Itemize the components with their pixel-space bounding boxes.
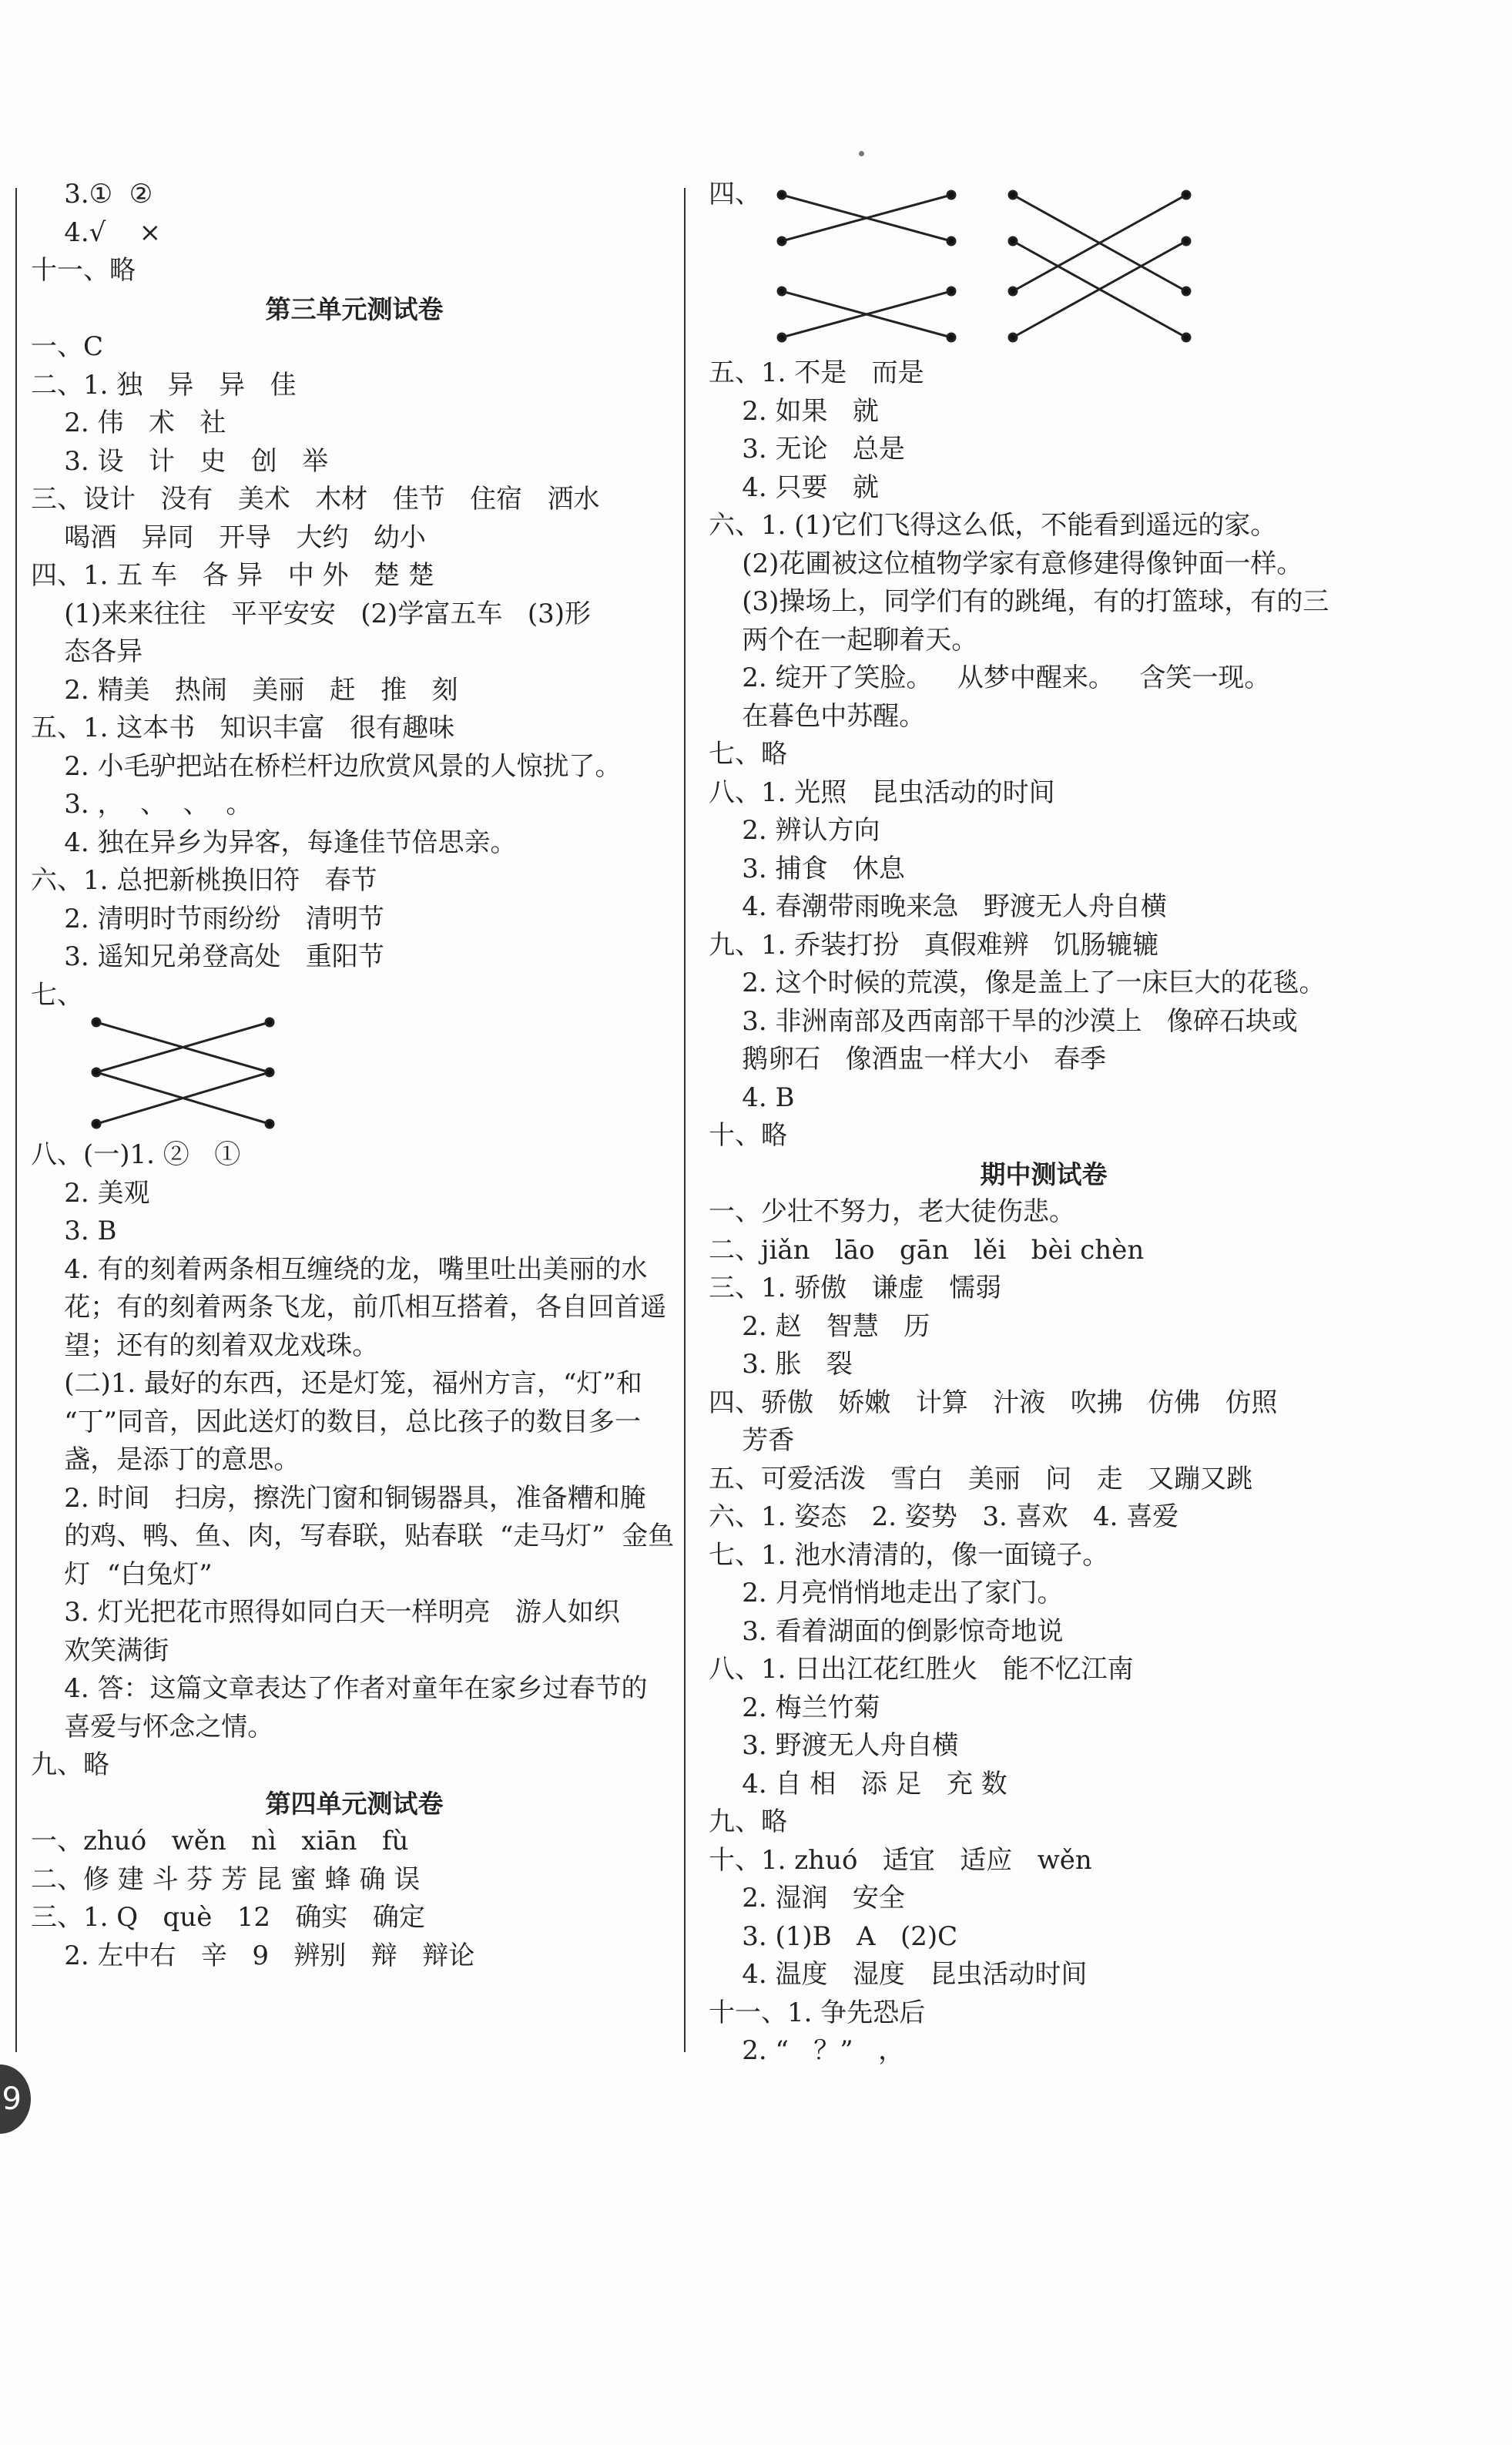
- answer-line: 十一、略: [31, 255, 136, 286]
- match-dot: [266, 1120, 273, 1128]
- answer-line: 五、1. 这本书 知识丰富 很有趣味: [31, 713, 455, 743]
- question-four-label: 四、: [709, 179, 761, 210]
- answer-line: 十一、1. 争先恐后: [709, 1997, 926, 2028]
- answer-line: 七、1. 池水清清的，像一面镜子。: [709, 1539, 1109, 1571]
- answer-line: 的鸡、鸭、鱼、肉，写春联，贴春联 “走马灯” 金鱼: [31, 1521, 675, 1551]
- answer-line: 望；还有的刻着双龙戏珠。: [31, 1330, 379, 1361]
- answer-line: 十、1. zhuó 适宜 适应 wěn: [709, 1844, 1092, 1876]
- answer-line: 八、(一)1. ② ①: [31, 1139, 241, 1170]
- unit3-answers: [31, 328, 678, 977]
- answer-line: 在暮色中苏醒。: [709, 700, 926, 732]
- answer-line: 2. 清明时节雨纷纷 清明节: [31, 903, 384, 934]
- answer-line: 五、可爱活泼 雪白 美丽 问 走 又蹦又跳: [709, 1463, 1253, 1494]
- match-dot: [1182, 287, 1190, 295]
- right-block-1: [709, 354, 1379, 1155]
- answer-line: 2. 月亮悄悄地走出了家门。: [709, 1578, 1064, 1608]
- answer-line: 五、1. 不是 而是: [709, 357, 924, 388]
- match-dot: [92, 1120, 100, 1128]
- answer-line: 3. 灯光把花市照得如同白天一样明亮 游人如织: [31, 1597, 620, 1628]
- answer-line: 2. 绽开了笑脸。 从梦中醒来。 含笑一现。: [709, 662, 1271, 693]
- answer-line: 4. 独在异乡为异客，每逢佳节倍思亲。: [31, 827, 517, 858]
- unit4-answers: [31, 1823, 678, 1975]
- answer-line: 灯 “白兔灯”: [31, 1558, 213, 1590]
- answer-line: 4.√ ×: [31, 216, 162, 248]
- match-dot: [1182, 334, 1190, 341]
- answer-line: 二、修 建 斗 芬 芳 昆 蜜 蜂 确 误: [31, 1863, 421, 1895]
- answer-line: 欢笑满街: [31, 1635, 169, 1666]
- match-dot: [778, 334, 786, 341]
- answer-line: 2. 精美 热闹 美丽 赶 推 刻: [31, 674, 458, 706]
- left-margin-rule: [15, 188, 17, 2052]
- answer-line: 一、zhuó wěn nì xiān fù: [31, 1826, 409, 1856]
- answer-line: 3. 捕食 休息: [709, 853, 905, 884]
- answer-line: (1)来来往往 平平安安 (2)学富五车 (3)形: [31, 598, 591, 629]
- match-dot: [1182, 191, 1190, 199]
- matching-lines-diagram: [31, 1016, 339, 1132]
- answer-line: 一、少壮不努力，老大徒伤悲。: [709, 1196, 1075, 1227]
- answer-line: 三、设计 没有 美术 木材 佳节 住宿 洒水: [31, 484, 600, 515]
- matching-lines-diagram-right: [709, 176, 1356, 354]
- answer-line: 喝酒 异同 开导 大约 幼小: [31, 522, 426, 553]
- midterm-test-title: 期中测试卷: [980, 1159, 1108, 1189]
- answer-line: 3. 胀 裂: [709, 1349, 853, 1380]
- page-number: 9: [0, 2064, 31, 2134]
- answer-line: 2. 这个时候的荒漠，像是盖上了一床巨大的花毯。: [709, 968, 1326, 998]
- answer-line: 2. 美观: [31, 1177, 150, 1209]
- answer-line: 喜爱与怀念之情。: [31, 1711, 274, 1742]
- left-block-3: [31, 1136, 678, 1785]
- midterm-answers: [709, 1193, 1379, 2071]
- answer-line: 九、略: [31, 1749, 109, 1780]
- question-four-diagrams: [709, 176, 1379, 354]
- match-dot: [1182, 237, 1190, 245]
- answer-line: (2)花圃被这位植物学家有意修建得像钟面一样。: [709, 548, 1303, 579]
- answer-line: 3. B: [31, 1216, 117, 1246]
- answer-line: 六、1. (1)它们飞得这么低，不能看到遥远的家。: [709, 510, 1277, 541]
- answer-line: 七、略: [709, 739, 787, 770]
- answer-line: 4. 春潮带雨晚来急 野渡无人舟自横: [709, 891, 1167, 922]
- left-block-1: [31, 176, 678, 290]
- answer-line: 九、略: [709, 1806, 787, 1837]
- answer-line: 鹅卵石 像酒盅一样大小 春季: [709, 1044, 1107, 1075]
- answer-line: 三、1. 骄傲 谦虚 懦弱: [709, 1273, 1002, 1303]
- unit3-test-title: 第三单元测试卷: [265, 293, 444, 324]
- answer-line: 八、1. 日出江花红胜火 能不忆江南: [709, 1654, 1134, 1685]
- match-dot: [778, 287, 786, 295]
- answer-line: 二、1. 独 异 异 佳: [31, 369, 297, 401]
- answer-line: 3. (1)B A (2)C: [709, 1920, 958, 1952]
- answer-line: 九、1. 乔装打扮 真假难辨 饥肠辘辘: [709, 929, 1159, 961]
- answer-line: 3. 非洲南部及西南部干旱的沙漠上 像碎石块或: [709, 1005, 1298, 1037]
- answer-line: 二、jiǎn lāo gān lěi bèi chèn: [709, 1234, 1145, 1266]
- answer-line: 4. 有的刻着两条相互缠绕的龙，嘴里吐出美丽的水: [31, 1253, 648, 1285]
- answer-line: (二)1. 最好的东西，还是灯笼，福州方言，“灯”和: [31, 1368, 642, 1399]
- unit4-test-title: 第四单元测试卷: [265, 1788, 444, 1819]
- answer-line: 六、1. 总把新桃换旧符 春节: [31, 865, 377, 896]
- answer-line: 两个在一起聊着天。: [709, 624, 978, 656]
- answer-line: 3. 设 计 史 创 举: [31, 445, 329, 477]
- match-dot: [266, 1068, 273, 1076]
- answer-line: 4. 自 相 添 足 充 数: [709, 1768, 1007, 1799]
- answer-line: 芳香: [709, 1425, 795, 1456]
- match-dot: [1009, 237, 1017, 245]
- answer-line: 2. “ ？” ，: [709, 2035, 905, 2066]
- answer-line: (3)操场上，同学们有的跳绳，有的打篮球，有的三: [709, 586, 1329, 617]
- answer-line: 四、1. 五 车 各 异 中 外 楚 楚: [31, 560, 434, 591]
- answer-line: 态各异: [31, 636, 143, 667]
- answer-line: 八、1. 光照 昆虫活动的时间: [709, 776, 1055, 808]
- answer-line: 一、C: [31, 331, 104, 362]
- answer-line: 4. B: [709, 1082, 795, 1113]
- answer-line: 3.① ②: [31, 179, 153, 210]
- answer-line: 4. 答：这篇文章表达了作者对童年在家乡过春节的: [31, 1673, 648, 1704]
- match-dot: [778, 191, 786, 199]
- answer-line: 六、1. 姿态 2. 姿势 3. 喜欢 4. 喜爱: [709, 1501, 1179, 1532]
- answer-line: 花；有的刻着两条飞龙，前爪相互搭着，各自回首遥: [31, 1292, 667, 1323]
- answer-line: 2. 时间 扫房，擦洗门窗和铜锡器具，准备糟和腌: [31, 1482, 646, 1514]
- answer-line: 盏，是添丁的意思。: [31, 1444, 300, 1475]
- answer-line: 2. 小毛驴把站在桥栏杆边欣赏风景的人惊扰了。: [31, 750, 622, 782]
- answer-line: 3. ， 、 、 。: [31, 789, 253, 820]
- answer-line: 3. 遥知兄弟登高处 重阳节: [31, 941, 384, 972]
- answer-line: 3. 看着湖面的倒影惊奇地说: [709, 1615, 1064, 1647]
- answer-line: 十、略: [709, 1120, 787, 1151]
- match-dot: [778, 237, 786, 245]
- answer-line: 三、1. Q què 12 确实 确定: [31, 1902, 425, 1933]
- column-divider: [684, 188, 686, 2052]
- answer-line: 3. 野渡无人舟自横: [709, 1730, 959, 1761]
- right-column: [709, 176, 1379, 2071]
- match-dot: [1009, 334, 1017, 341]
- answer-line: 2. 如果 就: [709, 395, 879, 427]
- match-dot: [266, 1018, 273, 1026]
- match-dot: [92, 1068, 100, 1076]
- answer-line: 3. 无论 总是: [709, 434, 905, 465]
- answer-line: 2. 赵 智慧 历: [709, 1310, 930, 1342]
- match-dot: [947, 237, 955, 245]
- match-dot: [947, 191, 955, 199]
- left-column: [31, 176, 678, 1975]
- match-dot: [92, 1018, 100, 1026]
- answer-line: 2. 梅兰竹菊: [709, 1692, 880, 1723]
- match-dot: [947, 287, 955, 295]
- match-dot: [1009, 191, 1017, 199]
- answer-line: 2. 湿润 安全: [709, 1883, 905, 1913]
- match-dot: [1009, 287, 1017, 295]
- answer-line: 2. 辨认方向: [709, 815, 880, 846]
- answer-line: 4. 温度 湿度 昆虫活动时间: [709, 1959, 1088, 1990]
- match-dot: [947, 334, 955, 341]
- question-seven-label: 七、: [31, 979, 83, 1011]
- answer-line: 2. 左中右 辛 9 辨别 辩 辩论: [31, 1940, 475, 1971]
- answer-line: 四、骄傲 娇嫩 计算 汁液 吹拂 仿佛 仿照: [709, 1387, 1278, 1418]
- answer-line: “丁”同音，因此送灯的数目，总比孩子的数目多一: [31, 1406, 641, 1437]
- print-dot: [859, 151, 864, 156]
- answer-line: 2. 伟 术 社: [31, 408, 226, 438]
- answer-line: 4. 只要 就: [709, 471, 879, 503]
